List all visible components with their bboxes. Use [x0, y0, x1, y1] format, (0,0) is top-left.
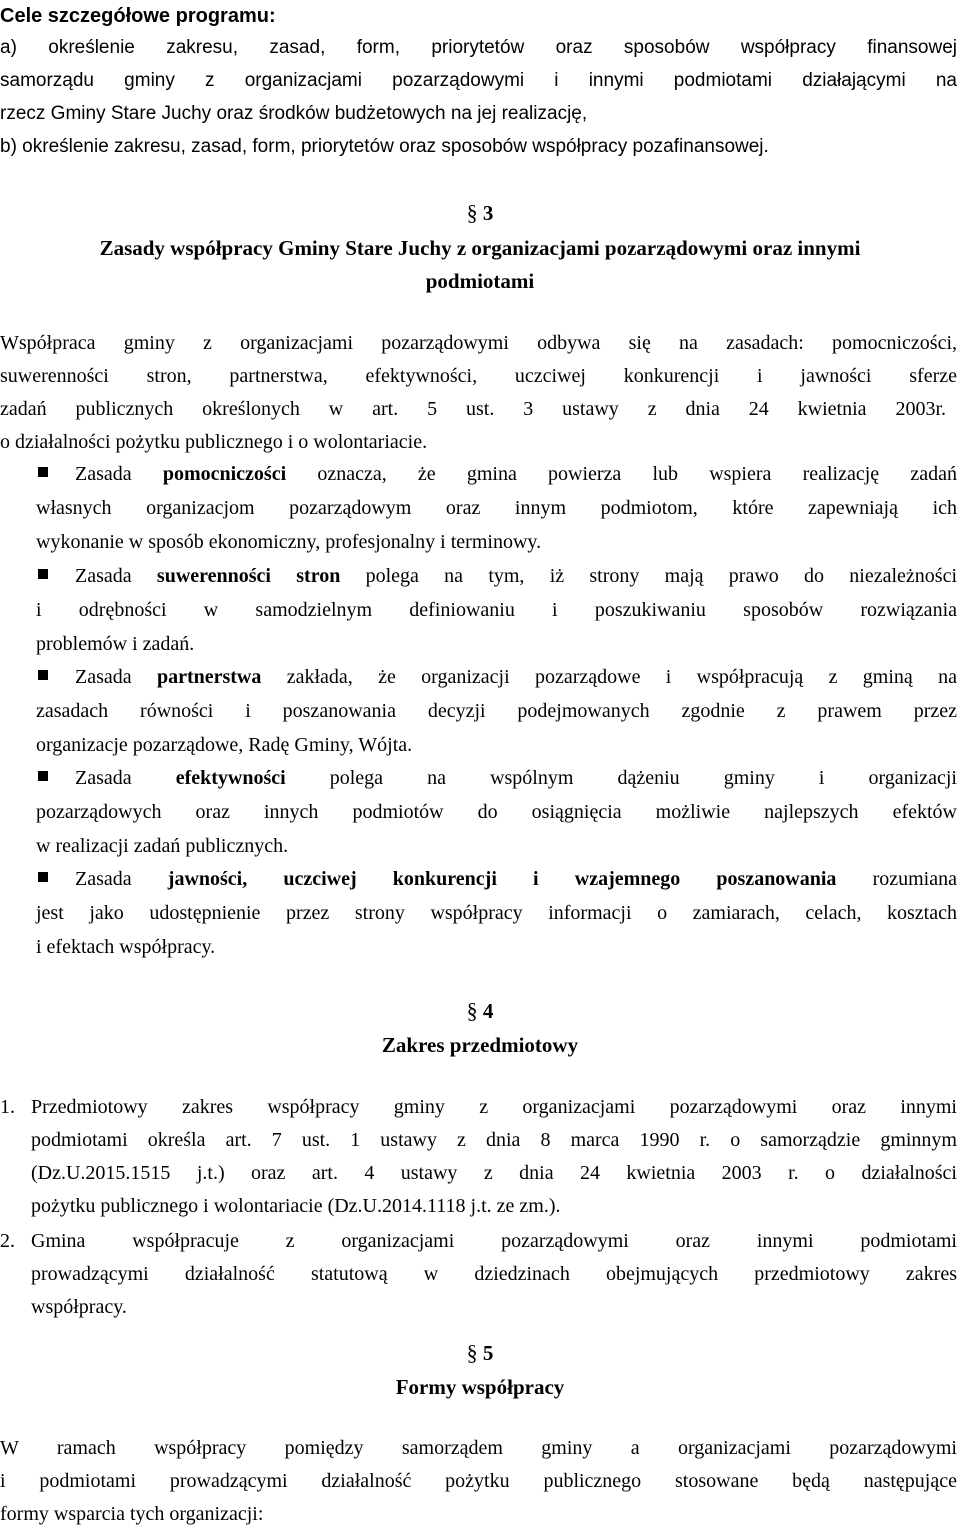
principle-name: efektywności — [175, 767, 286, 789]
section-3-para-line-1: Współpraca gminy z organizacjami pozarządowymi odbywa się na zasadach: pomocniczości, — [0, 332, 957, 354]
principle-subsidiarity-line-1 — [75, 461, 957, 487]
program-goals-heading: Cele szczegółowe programu: — [0, 5, 276, 27]
principle-partnership-line-2: zasadach równości i poszanowania decyzji podejmowanych zgodnie z prawem przez — [36, 700, 957, 722]
principle-transparency-line-3: i efektach współpracy. — [36, 936, 216, 958]
paragraph-sign-icon: § — [466, 1340, 478, 1365]
principle-sovereignty-line-1 — [75, 563, 957, 589]
principle-transparency-line-2: jest jako udostępnienie przez strony współpracy informacji o zamiarach, celach, kosztach — [36, 902, 957, 924]
principle-text: polega na tym, iż strony mają prawo do niezależności — [340, 565, 958, 587]
principle-subsidiarity-line-3: wykonanie w sposób ekonomiczny, profesjonalny i terminowy. — [36, 531, 542, 553]
principle-prefix: Zasada — [75, 463, 163, 485]
section-5-para-line-3: formy wsparcia tych organizacji: — [0, 1503, 264, 1525]
section-5-title: Formy współpracy — [395, 1375, 565, 1399]
section-5-number-text: 5 — [482, 1341, 494, 1365]
goal-a-line-3: rzecz Gminy Stare Juchy oraz środków budżetowych na jej realizację, — [0, 103, 588, 124]
goal-b-line: b) określenie zakresu, zasad, form, priorytetów oraz sposobów współpracy pozafinansowej. — [0, 136, 769, 157]
principle-prefix: Zasada — [75, 767, 176, 789]
principle-sovereignty-line-3: problemów i zadań. — [36, 633, 195, 655]
bullet-square-icon — [38, 771, 48, 781]
section-5-para-line-1: W ramach współpracy pomiędzy samorządem gminy a organizacjami pozarządowymi — [0, 1437, 957, 1459]
principle-efficiency-line-2: pozarządowych oraz innych podmiotów do osiągnięcia możliwie najlepszych efektów — [36, 801, 957, 823]
goal-a-line-2: samorządu gminy z organizacjami pozarządowymi i innymi podmiotami działającymi na — [0, 70, 957, 91]
section-3-title-line-1: Zasady współpracy Gminy Stare Juchy z organizacjami pozarządowymi oraz innymi — [99, 236, 861, 260]
section-4-number — [380, 997, 580, 1025]
principle-name: suwerenności stron — [156, 565, 341, 587]
principle-text: rozumiana — [836, 868, 957, 890]
section-3-para-line-4: o działalności pożytku publicznego i o wolontariacie. — [0, 431, 428, 453]
bullet-square-icon — [38, 569, 48, 579]
section-4-number-text: 4 — [482, 999, 494, 1023]
section-3-para-line-3: zadań publicznych określonych w art. 5 ust. 3 ustawy z dnia 24 kwietnia 2003r. — [0, 398, 946, 420]
principle-partnership-line-1 — [75, 664, 957, 690]
scope-item-1-line-4: pożytku publicznego i wolontariacie (Dz.U.2014.1118 j.t. ze zm.). — [31, 1195, 561, 1217]
section-3-number — [380, 199, 580, 227]
bullet-square-icon — [38, 670, 48, 680]
principle-text: polega na wspólnym dążeniu gminy i organizacji — [285, 767, 957, 789]
principle-efficiency-line-3: w realizacji zadań publicznych. — [36, 835, 289, 857]
principle-text: zakłada, że organizacji pozarządowe i współpracują z gminą na — [261, 666, 957, 688]
principle-subsidiarity-line-2: własnych organizacjom pozarządowym oraz innym podmiotom, które zapewniają ich — [36, 497, 957, 519]
principle-prefix: Zasada — [75, 565, 157, 587]
principle-prefix: Zasada — [75, 868, 168, 890]
scope-item-2-line-2: prowadzącymi działalność statutową w dziedzinach obejmujących przedmiotowy zakres — [31, 1263, 957, 1285]
section-5-para-line-2: i podmiotami prowadzącymi działalność pożytku publicznego stosowane będą następujące — [0, 1470, 957, 1492]
principle-sovereignty-line-2: i odrębności w samodzielnym definiowaniu i poszukiwaniu sposobów rozwiązania — [36, 599, 957, 621]
list-item-number: 1. — [0, 1096, 15, 1118]
scope-item-1-line-1: Przedmiotowy zakres współpracy gminy z organizacjami pozarządowymi oraz innymi — [31, 1096, 957, 1118]
scope-item-1-line-3: (Dz.U.2015.1515 j.t.) oraz art. 4 ustawy z dnia 24 kwietnia 2003 r. o działalności — [31, 1162, 957, 1184]
list-item-number: 2. — [0, 1230, 15, 1252]
principle-name: partnerstwa — [156, 666, 262, 688]
principle-name: pomocniczości — [162, 463, 287, 485]
scope-item-2-line-1: Gmina współpracuje z organizacjami pozarządowymi oraz innymi podmiotami — [31, 1230, 957, 1252]
section-5-number — [380, 1339, 580, 1367]
section-4-title: Zakres przedmiotowy — [381, 1033, 579, 1057]
principle-name: jawności, uczciwej konkurencji i wzajemnego poszanowania — [167, 868, 837, 890]
principle-efficiency-line-1 — [75, 765, 957, 791]
principle-transparency-line-1 — [75, 866, 957, 892]
paragraph-sign-icon: § — [466, 998, 478, 1023]
principle-partnership-line-3: organizacje pozarządowe, Radę Gminy, Wójta. — [36, 734, 413, 756]
principle-prefix: Zasada — [75, 666, 157, 688]
section-3-para-line-2: suwerenności stron, partnerstwa, efektywności, uczciwej konkurencji i jawności sferze — [0, 365, 957, 387]
bullet-square-icon — [38, 872, 48, 882]
principle-text: oznacza, że gmina powierza lub wspiera realizację zadań — [286, 463, 957, 485]
section-3-number-text: 3 — [482, 201, 494, 225]
scope-item-1-line-2: podmiotami określa art. 7 ust. 1 ustawy z dnia 8 marca 1990 r. o samorządzie gminnym — [31, 1129, 957, 1151]
section-3-title-line-2: podmiotami — [425, 269, 535, 293]
paragraph-sign-icon: § — [466, 200, 478, 225]
scope-item-2-line-3: współpracy. — [31, 1296, 127, 1318]
goal-a-line-1: a) określenie zakresu, zasad, form, priorytetów oraz sposobów współpracy finansowej — [0, 37, 957, 58]
bullet-square-icon — [38, 467, 48, 477]
